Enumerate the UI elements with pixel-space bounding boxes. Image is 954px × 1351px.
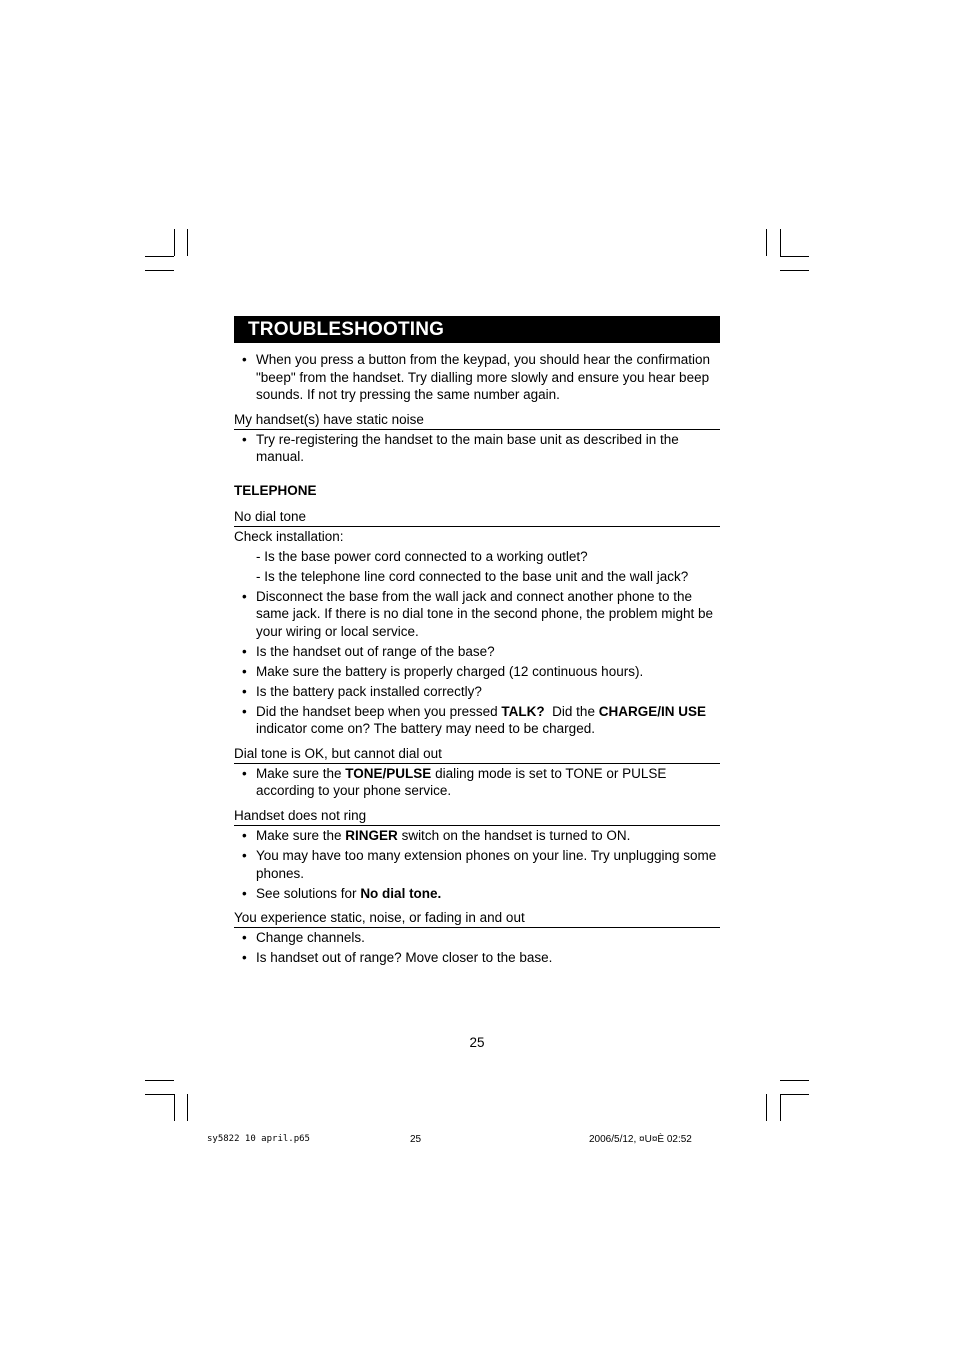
footer-page: 25 (410, 1134, 422, 1145)
dial-out-list (234, 765, 720, 800)
section-banner: TROUBLESHOOTING (234, 316, 720, 343)
footer-filename: sy5822 10 april.p65 (207, 1134, 310, 1144)
crop-mark (145, 256, 174, 257)
check-installation: Check installation: (234, 528, 344, 544)
page-content (234, 316, 720, 969)
subsection-heading: Handset does not ring (234, 808, 720, 826)
crop-mark (780, 270, 809, 271)
crop-mark (780, 229, 781, 256)
section-title: TELEPHONE (234, 482, 317, 498)
crop-mark (780, 1094, 781, 1121)
subsection-heading: No dial tone (234, 509, 720, 527)
crop-mark (145, 1094, 174, 1095)
list-item: • Try re-registering the handset to the main base unit as described in the manual. (234, 431, 720, 466)
subsection-heading: My handset(s) have static noise (234, 412, 720, 430)
list-item: • Make sure the RINGER switch on the handset is turned to ON. (234, 827, 720, 845)
list-item: • Disconnect the base from the wall jack and connect another phone to the same jack. If there is no dial tone in the second phone, the problem might be your wiring or local service. (234, 588, 720, 641)
crop-mark (145, 270, 174, 271)
crop-mark (174, 229, 175, 256)
intro-list (234, 351, 720, 404)
list-item: • Is the battery pack installed correctly? (234, 683, 720, 701)
list-item: • Make sure the TONE/PULSE dialing mode is set to TONE or PULSE according to your phone service. (234, 765, 720, 800)
list-item: • Is the handset out of range of the base? (234, 643, 720, 661)
static-fading-list (234, 929, 720, 967)
subsection-heading: Dial tone is OK, but cannot dial out (234, 746, 720, 764)
no-ring-list (234, 827, 720, 902)
crop-mark (187, 229, 188, 256)
list-item: • Change channels. (234, 929, 720, 947)
crop-mark (766, 229, 767, 256)
list-item: • Is handset out of range? Move closer to the base. (234, 949, 720, 967)
no-dial-tone-list (234, 588, 720, 738)
list-item: • See solutions for No dial tone. (234, 885, 720, 903)
crop-mark (766, 1094, 767, 1121)
crop-mark (780, 256, 809, 257)
crop-mark (780, 1080, 809, 1081)
crop-mark (780, 1094, 809, 1095)
page-number: 25 (469, 1035, 485, 1050)
subsection-heading: You experience static, noise, or fading in and out (234, 910, 720, 928)
crop-mark (187, 1094, 188, 1121)
list-item: • Make sure the battery is properly charged (12 continuous hours). (234, 663, 720, 681)
footer-date: 2006/5/12, ¤U¤È 02:52 (589, 1134, 692, 1145)
crop-mark (174, 1094, 175, 1121)
list-item: • When you press a button from the keypad, you should hear the confirmation "beep" from the handset. Try dialling more slowly and ensure you hear beep sounds. If not try pressing the same number again. (234, 351, 720, 404)
crop-mark (145, 1080, 174, 1081)
list-item: • Did the handset beep when you pressed TALK? Did the CHARGE/IN USE indicator come on? The battery may need to be charged. (234, 703, 720, 738)
list-item: • You may have too many extension phones on your line. Try unplugging some phones. (234, 847, 720, 882)
check-item: - Is the telephone line cord connected to the base unit and the wall jack? (256, 568, 689, 584)
static-noise-list (234, 431, 720, 466)
check-item: - Is the base power cord connected to a working outlet? (256, 548, 588, 564)
